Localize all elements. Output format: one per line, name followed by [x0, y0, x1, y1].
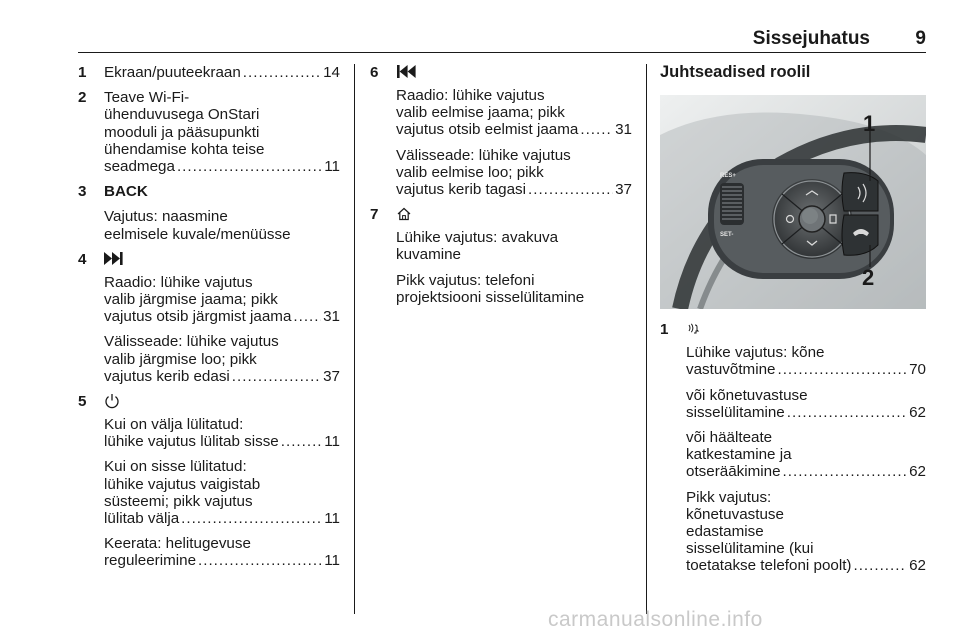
page-reference[interactable]: sisselülitamine ..... 62	[686, 404, 926, 421]
list-item-7: 7 Lühike vajutus: avakuva kuvamine Pikk vajutus: telefoni projektsiooni sisselülitamine	[370, 206, 632, 306]
next-track-icon	[104, 251, 340, 268]
set-label: SET-	[720, 232, 734, 239]
item-number: 4	[78, 250, 87, 268]
header-rule	[78, 52, 926, 53]
item-number: 5	[78, 393, 87, 411]
callout-label-1: 1	[863, 111, 876, 137]
back-label: BACK	[104, 183, 148, 201]
callout-label-2: 2	[862, 265, 875, 291]
page-link[interactable]: 31	[615, 121, 632, 139]
item-number: 1	[78, 64, 87, 81]
res-set-roller	[720, 183, 744, 225]
page-link[interactable]: 37	[615, 181, 632, 199]
res-label: RES+	[720, 173, 736, 180]
page-header	[78, 28, 926, 52]
page-reference[interactable]: otseräākimine ..... 62	[686, 463, 926, 480]
column-divider-1	[354, 64, 355, 614]
page-reference[interactable]: lühike vajutus lülitab sisse ..... 11	[104, 433, 340, 450]
page-link[interactable]: 11	[324, 510, 340, 528]
page-link[interactable]: 62	[909, 557, 926, 575]
page-reference[interactable]: Ekraan/puuteekraan ..... 14	[104, 64, 340, 81]
column-left	[78, 64, 340, 578]
item-number: 2	[78, 89, 87, 107]
steering-wheel-controls-image	[660, 95, 926, 309]
page-reference[interactable]: toetatakse telefoni poolt) ..... 62	[686, 557, 926, 574]
page-link[interactable]: 11	[324, 552, 340, 570]
column-middle	[370, 64, 632, 314]
home-icon	[396, 206, 632, 223]
list-item-1	[78, 64, 340, 81]
section-heading: Juhtseadised roolil	[660, 63, 811, 81]
page-link[interactable]: 37	[323, 367, 340, 385]
item-number: 1	[660, 321, 669, 339]
page-number: 9	[915, 28, 926, 49]
voice-command-icon	[686, 321, 926, 338]
previous-track-icon	[396, 64, 632, 81]
power-icon	[104, 393, 340, 410]
voice-button	[842, 173, 878, 211]
list-item-5: 5 Kui on välja lülitatud: lühike vajutus lülitab sisse ..... 11 Kui on sisse lülitatud: lühike vajutus vaigistab süsteemi; pikk vajutus lülitab välja ..... 11 Keerata: helitugevuse reguleerimine ..... 11	[78, 393, 340, 570]
phone-button	[842, 215, 878, 255]
page-reference[interactable]: vajutus kerib edasi ..... 37	[104, 368, 340, 385]
page-link[interactable]: 31	[323, 308, 340, 326]
list-item-4: 4 Raadio: lühike vajutus valib järgmise jaama; pikk vajutus otsib järgmist jaama ..... 31 Välisseade: lühike vajutus valib järgmise loo; pikk vajutus kerib edasi ..... 37	[78, 251, 340, 385]
page-link[interactable]: 11	[324, 158, 340, 176]
column-right	[660, 64, 926, 583]
list-item-2: 2 Teave Wi-Fi- ühenduvusega OnStari mooduli ja pääsupunkti ühendamise kohta teise seadmega ..... 11	[78, 89, 340, 175]
list-item-voice: 1 Lühike vajutus: kõne vastuvõtmine ..... 70 või kõnetuvastuse sisselülitamine ..... 62 või häälteate katkestamine ja otseräākimine ..... 62 Pikk vajutus: kõnetuvastuse edastamise sisselülitamine (kui toetatakse telefoni poolt) ..... 62	[660, 321, 926, 574]
page-reference[interactable]: vajutus kerib tagasi ..... 37	[396, 181, 632, 198]
item-number: 6	[370, 64, 379, 81]
page-link[interactable]: 70	[909, 361, 926, 379]
page-link[interactable]: 11	[324, 433, 340, 451]
page-reference[interactable]: vajutus otsib eelmist jaama ..... 31	[396, 121, 632, 138]
list-item-6: 6 Raadio: lühike vajutus valib eelmise jaama; pikk vajutus otsib eelmist jaama ..... 31 Välisseade: lühike vajutus valib eelmise loo; pikk vajutus kerib tagasi ..... 37	[370, 64, 632, 198]
page-reference[interactable]: lülitab välja ..... 11	[104, 510, 340, 527]
page-reference[interactable]: seadmega ..... 11	[104, 158, 340, 175]
page-link[interactable]: 62	[909, 403, 926, 421]
page-reference[interactable]: vastuvõtmine ..... 70	[686, 361, 926, 378]
page-reference[interactable]: reguleerimine ..... 11	[104, 552, 340, 569]
column-divider-2	[646, 64, 647, 614]
item-number: 7	[370, 206, 379, 224]
page-reference[interactable]: vajutus otsib järgmist jaama ..... 31	[104, 308, 340, 325]
watermark: carmanualsonline.info	[548, 608, 763, 631]
page-link[interactable]: 14	[323, 64, 340, 81]
list-item-3: 3 BACK Vajutus: naasmine eelmisele kuvale/menüüsse	[78, 183, 340, 243]
section-title: Sissejuhatus	[752, 28, 870, 49]
page-link[interactable]: 62	[909, 463, 926, 481]
item-number: 3	[78, 183, 87, 201]
